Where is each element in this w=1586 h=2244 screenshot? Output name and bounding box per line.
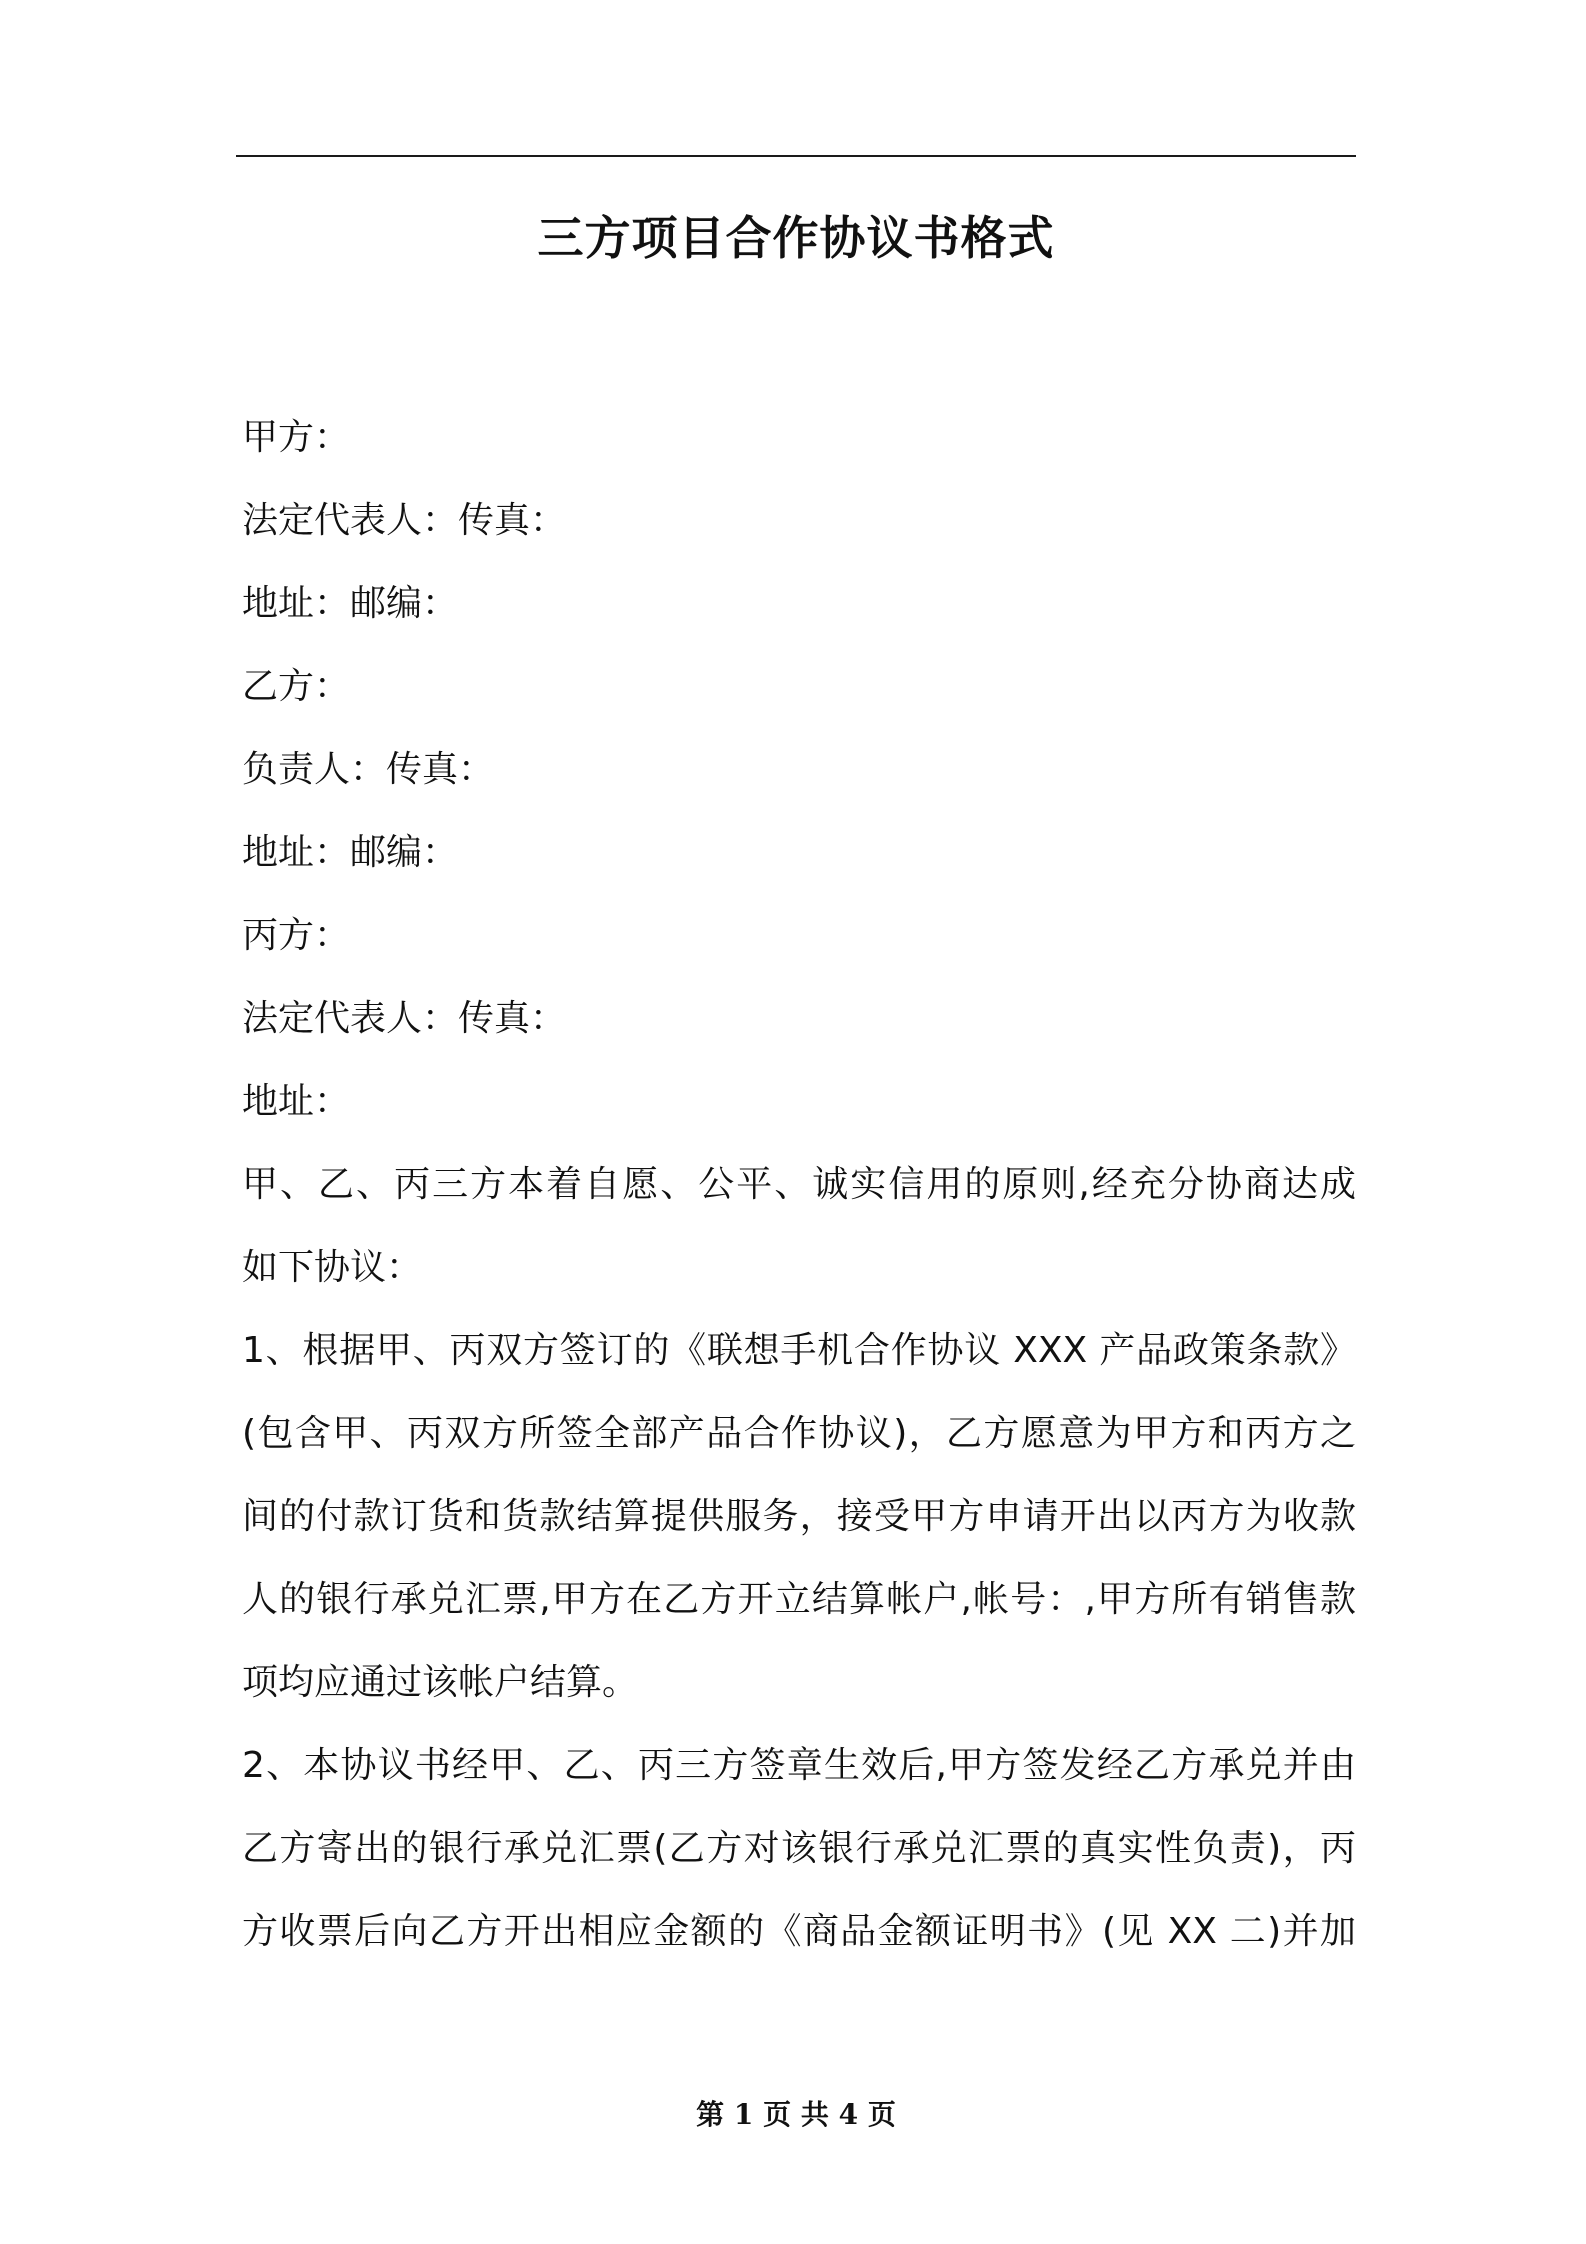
party-b-address-postcode: 地址：邮编： bbox=[242, 832, 459, 873]
clause-1-line: 项均应通过该帐户结算。 bbox=[242, 1662, 639, 1703]
clause-1-line: 人的银行承兑汇票,甲方在乙方开立结算帐户,帐号：,甲方所有销售款 bbox=[242, 1579, 1356, 1620]
clause-2-line: 2、本协议书经甲、乙、丙三方签章生效后,甲方签发经乙方承兑并由 bbox=[242, 1745, 1356, 1786]
party-c-address: 地址： bbox=[242, 1081, 351, 1122]
header-rule bbox=[236, 155, 1356, 157]
clause-2-line: 乙方寄出的银行承兑汇票(乙方对该银行承兑汇票的真实性负责)，丙 bbox=[242, 1828, 1356, 1869]
party-b-responsible-fax: 负责人：传真： bbox=[242, 749, 495, 790]
intro-line: 甲、乙、丙三方本着自愿、公平、诚实信用的原则,经充分协商达成 bbox=[242, 1164, 1356, 1205]
party-a-address-postcode: 地址：邮编： bbox=[242, 583, 459, 624]
party-c-representative-fax: 法定代表人：传真： bbox=[242, 998, 567, 1039]
page-number-footer: 第 1 页 共 4 页 bbox=[696, 2098, 896, 2131]
clause-1-line: 间的付款订货和货款结算提供服务，接受甲方申请开出以丙方为收款 bbox=[242, 1496, 1356, 1537]
document-title: 三方项目合作协议书格式 bbox=[537, 211, 1055, 265]
party-b-label: 乙方： bbox=[242, 666, 351, 707]
clause-1-line: (包含甲、丙双方所签全部产品合作协议)，乙方愿意为甲方和丙方之 bbox=[242, 1413, 1356, 1454]
clause-2-line: 方收票后向乙方开出相应金额的《商品金额证明书》(见 XX 二)并加 bbox=[242, 1911, 1356, 1952]
party-a-representative-fax: 法定代表人：传真： bbox=[242, 500, 567, 541]
party-a-label: 甲方： bbox=[242, 417, 351, 458]
intro-line: 如下协议： bbox=[242, 1247, 423, 1288]
clause-1-line: 1、根据甲、丙双方签订的《联想手机合作协议 XXX 产品政策条款》 bbox=[242, 1330, 1356, 1371]
party-c-label: 丙方： bbox=[242, 915, 351, 956]
